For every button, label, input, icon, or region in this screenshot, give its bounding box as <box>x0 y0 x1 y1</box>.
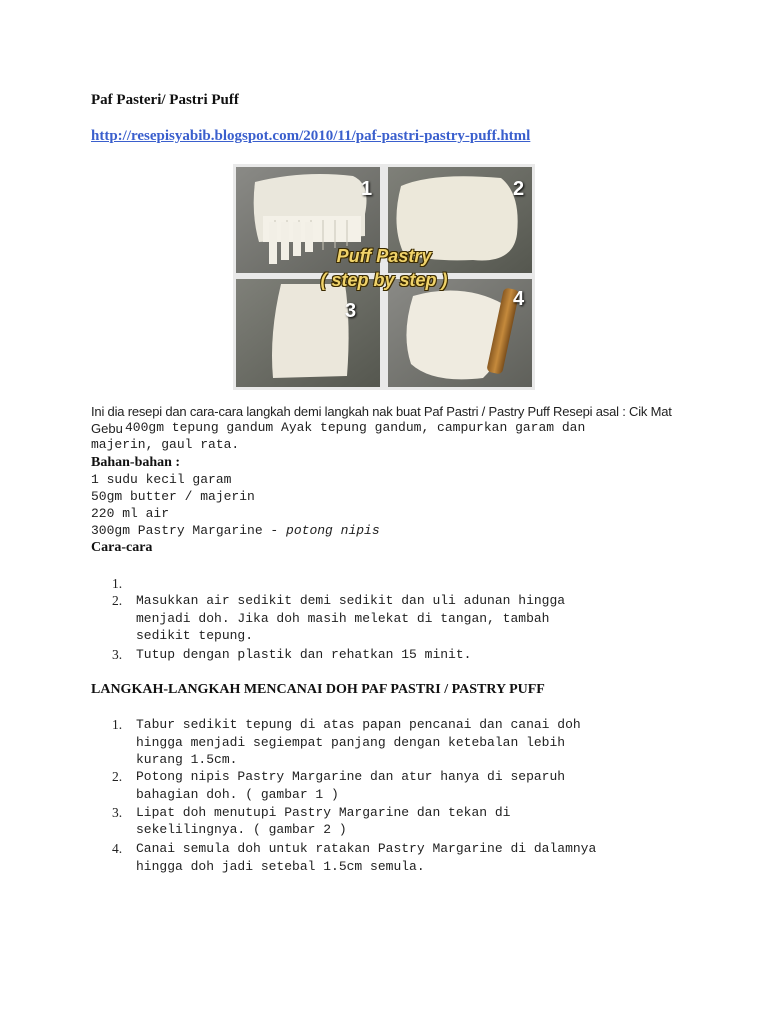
panel-3-dough <box>272 284 349 378</box>
langkah-step-1-number: 1. <box>112 717 123 732</box>
langkah-step-2-line-2: bahagian doh. ( gambar 1 ) <box>136 787 339 802</box>
langkah-step-4-number: 4. <box>112 841 123 856</box>
cara-step-1-number: 1. <box>112 576 123 591</box>
langkah-step-1-line-1: Tabur sedikit tepung di atas papan pencanai dan canai doh <box>136 717 581 732</box>
cara-step-2-line-1: Masukkan air sedikit demi sedikit dan uli adunan hingga <box>136 593 566 608</box>
bahan-item-4 <box>91 523 380 538</box>
tepung-line-1: 400gm tepung gandum Ayak tepung gandum, campurkan garam dan <box>125 420 586 435</box>
bahan-item-4-note: potong nipis <box>286 523 380 538</box>
panel-number-3: 3 <box>345 300 357 322</box>
tepung-line-2: majerin, gaul rata. <box>91 437 240 452</box>
overlay-title-line2: ( step by step ) <box>320 270 448 290</box>
langkah-step-2-number: 2. <box>112 769 123 784</box>
puff-pastry-photo-collage <box>233 164 535 390</box>
cara-step-2-number: 2. <box>112 593 123 608</box>
overlay-title-line1: Puff Pastry <box>336 246 432 266</box>
langkah-heading: LANGKAH-LANGKAH MENCANAI DOH PAF PASTRI / PASTRY PUFF <box>91 682 545 697</box>
langkah-step-3-line-2: sekelilingnya. ( gambar 2 ) <box>136 822 347 837</box>
langkah-step-3-number: 3. <box>112 805 123 820</box>
bahan-heading: Bahan-bahan : <box>91 455 181 470</box>
cara-step-2-line-3: sedikit tepung. <box>136 628 254 643</box>
langkah-step-4-line-2: hingga doh jadi setebal 1.5cm semula. <box>136 859 425 874</box>
cara-step-2-line-2: menjadi doh. Jika doh masih melekat di tangan, tambah <box>136 611 550 626</box>
bahan-item-1: 1 sudu kecil garam <box>91 472 232 487</box>
bahan-item-3: 220 ml air <box>91 506 170 521</box>
panel-number-1: 1 <box>361 178 373 200</box>
langkah-step-1-line-3: kurang 1.5cm. <box>136 752 238 767</box>
langkah-step-2-line-1: Potong nipis Pastry Margarine dan atur hanya di separuh <box>136 769 566 784</box>
langkah-step-3-line-1: Lipat doh menutupi Pastry Margarine dan tekan di <box>136 805 511 820</box>
bahan-item-2: 50gm butter / majerin <box>91 489 255 504</box>
langkah-step-1-line-2: hingga menjadi segiempat panjang dengan ketebalan lebih <box>136 735 566 750</box>
bahan-item-4-main: 300gm Pastry Margarine - <box>91 523 287 538</box>
intro-text: Ini dia resepi dan cara-cara langkah demi langkah nak buat Paf Pastri / Pastry Puff Resepi asal : Cik Mat <box>91 404 672 419</box>
langkah-step-4-line-1: Canai semula doh untuk ratakan Pastry Margarine di dalamnya <box>136 841 597 856</box>
panel-number-2: 2 <box>513 178 525 200</box>
cara-heading: Cara-cara <box>91 540 153 555</box>
cara-step-3-text: Tutup dengan plastik dan rehatkan 15 minit. <box>136 647 472 662</box>
cara-step-3-number: 3. <box>112 647 123 662</box>
panel-number-4: 4 <box>513 288 525 310</box>
source-link[interactable]: http://resepisyabib.blogspot.com/2010/11/paf-pastri-pastry-puff.html <box>91 128 531 144</box>
document-title: Paf Pasteri/ Pastri Puff <box>91 92 239 108</box>
intro-text-continued: Gebu <box>91 421 123 436</box>
